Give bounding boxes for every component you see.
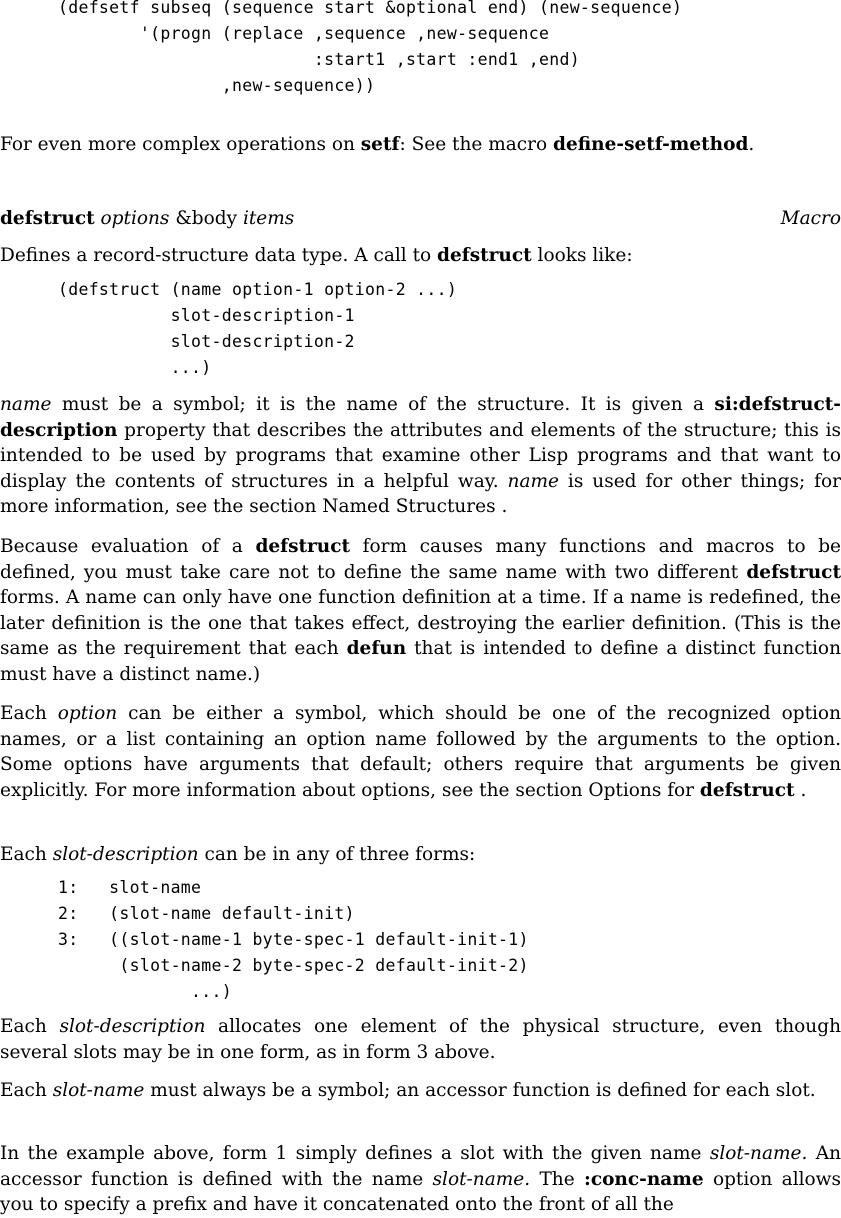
text: : See the macro	[399, 134, 554, 155]
example-paragraph	[0, 1141, 841, 1218]
text: .	[748, 134, 755, 155]
text: property that describes the attributes and elements of the structure; this is intended to be used by programs that examine other Lisp programs and that want to display the contents of structures in a helpful way.	[0, 419, 841, 492]
text: Because evaluation of a	[0, 536, 256, 557]
bold-term: defstruct	[255, 536, 351, 557]
text: looks like:	[531, 245, 633, 266]
bold-term: defstruct	[746, 561, 841, 583]
text: option allows you to specify a prefix and have it concatenated onto the front of all the	[0, 1168, 841, 1216]
bold-term: si:defstruct-description	[0, 394, 841, 441]
name-paragraph	[0, 392, 841, 520]
text: must always be a symbol; an accessor function is defined for each slot.	[144, 1080, 816, 1101]
bold-term: defun	[346, 638, 407, 660]
bold-term: defstruct	[437, 245, 532, 266]
text: In the example above, form 1 simply defines a slot with the given name	[0, 1143, 710, 1164]
text: Defines a record-structure data type. A call to	[0, 245, 438, 266]
italic-term: slot-name	[52, 1080, 145, 1101]
entry-arg-options: options	[100, 208, 170, 229]
defstruct-entry-heading	[0, 206, 841, 232]
italic-term: slot-description	[59, 1016, 206, 1037]
italic-term: slot-name.	[709, 1143, 808, 1164]
text: can be either a symbol, which should be one of the recognized option names, or a list containing an option name followed by the arguments to the option. Some options have arguments that default; others require that arguments be given explicitly. For more information about options, see the section Options for	[0, 703, 841, 801]
slot-name-paragraph	[0, 1078, 841, 1104]
text: Each	[0, 1016, 60, 1037]
bold-term: defstruct	[699, 779, 795, 801]
text: Each	[0, 703, 58, 724]
text: allocates one element of the physical structure, even though several slots may be in one form, as in form 3 above.	[0, 1016, 841, 1063]
text: For even more complex operations on	[0, 134, 361, 155]
bold-term: setf	[360, 134, 400, 155]
entry-arg-items: items	[242, 208, 295, 229]
entry-arg-body: &body	[175, 208, 238, 229]
text: that is intended to define a distinct function must have a distinct name.)	[0, 638, 841, 685]
text: forms. A name can only have one function definition at a time. If a name is redefined, the later definition is the one that takes effect, destroying the earlier definition. (This is the same as the requirement that each	[0, 587, 841, 660]
evaluation-paragraph	[0, 534, 841, 688]
code-defsetf-example: (defsetf subseq (sequence start &optional end) (new-sequence) '(progn (replace ,sequence ,new-sequence :start1 ,start :end1 ,end) ,new-sequence))	[58, 0, 683, 95]
entry-kind: Macro	[780, 208, 841, 229]
text: An accessor function is defined with the name	[0, 1143, 841, 1190]
text: Each	[0, 844, 53, 865]
allocates-paragraph	[0, 1014, 841, 1065]
italic-term: name	[507, 470, 559, 492]
bold-term: define-setf-method	[553, 134, 749, 155]
italic-term: slot-description	[52, 844, 199, 865]
code-defstruct-call: (defstruct (name option-1 option-2 ...) slot-description-1 slot-description-2 ...)	[58, 280, 458, 377]
setf-note-paragraph	[0, 132, 841, 158]
entry-name: defstruct	[0, 208, 95, 229]
text: can be in any of three forms:	[198, 844, 476, 865]
text: Each	[0, 1080, 53, 1101]
option-paragraph	[0, 701, 841, 803]
intro-paragraph	[0, 243, 841, 269]
italic-term: name	[0, 394, 52, 415]
slot-forms-paragraph	[0, 842, 841, 868]
bold-term: :conc-name	[584, 1168, 704, 1190]
text: The	[530, 1168, 584, 1190]
text: form causes many functions and macros to be defined, you must take care not to define the same name with two different	[0, 536, 841, 583]
text: is used for other things; for more information, see the section Named Structures .	[0, 470, 841, 518]
text: .	[794, 779, 807, 801]
italic-term: option	[57, 703, 118, 724]
italic-term: slot-name.	[432, 1168, 531, 1190]
text: must be a symbol; it is the name of the structure. It is given a	[51, 394, 715, 415]
code-slot-forms: 1: slot-name 2: (slot-name default-init) 3: ((slot-name-1 byte-spec-1 default-init-1) (slot-name-2 byte-spec-2 default-init-2) ...)	[58, 878, 529, 1001]
